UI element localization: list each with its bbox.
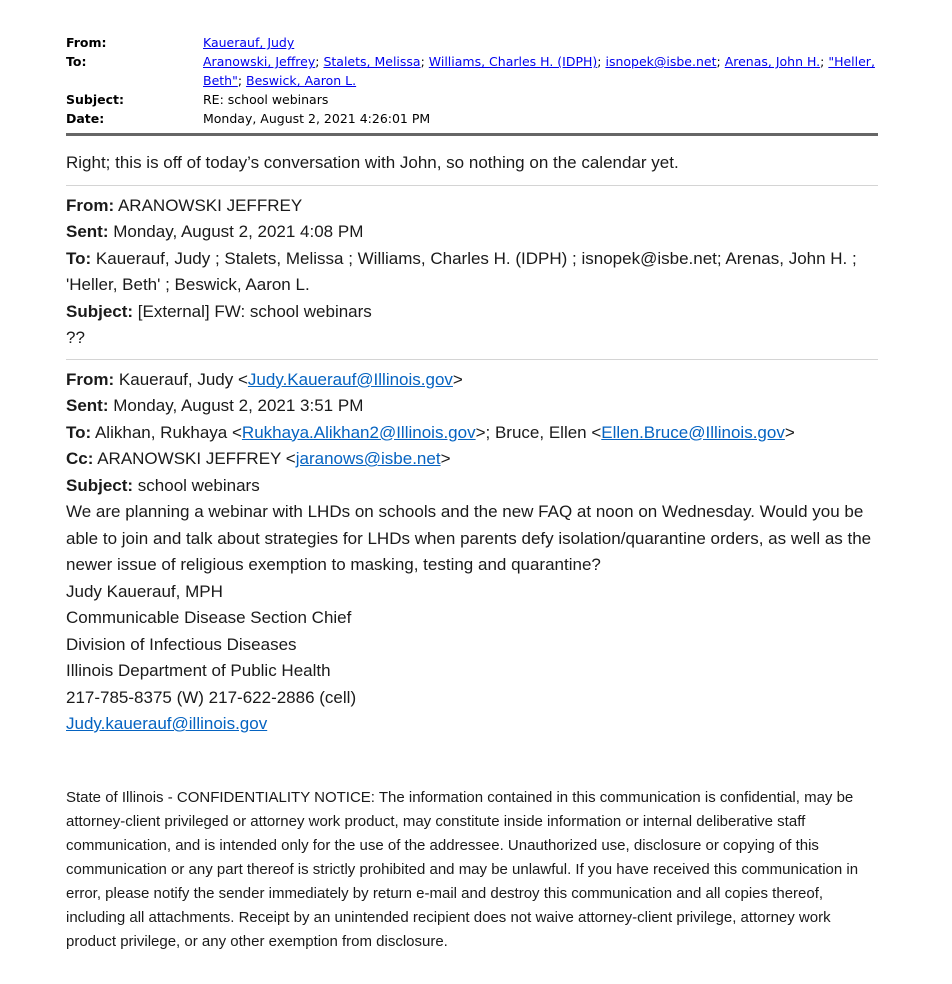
- text-run: ;: [420, 54, 429, 69]
- header-row-to: [66, 52, 878, 90]
- confidentiality-notice: State of Illinois - CONFIDENTIALITY NOTICE: The information contained in this communication is confidential, may be attorney-client privileged or attorney work product, may constitute inside information or internal deliberative staff communication, and is intended only for the use of the addressee. Unauthorized use, disclosure or copying of this communication or any part thereof is strictly prohibited and may be unlawful. If you have received this communication in error, please notify the sender immediately by return e-mail and destroy this communication and all copies thereof, including all attachments. Receipt by an unintended recipient does not waive attorney-client privilege, attorney work product privilege, or any other exemption from disclosure.: [66, 788, 859, 950]
- email-link[interactable]: Kauerauf, Judy: [203, 35, 295, 50]
- message-body: We are planning a webinar with LHDs on schools and the new FAQ at noon on Wednesday. Would you be able to join and talk about strategies for LHDs when parents defy isolation/quarantine orders, as well as the newer issue of religious exemption to masking, testing and quarantine?: [66, 502, 872, 574]
- cc-label: Cc:: [66, 449, 94, 468]
- signature-email-link[interactable]: Judy.kauerauf@illinois.gov: [66, 714, 268, 733]
- text-run: ;: [315, 54, 324, 69]
- email-link[interactable]: jaranows@isbe.net: [295, 449, 441, 468]
- cc-line: [66, 446, 878, 473]
- to-label: To:: [66, 422, 92, 442]
- text-run: ARANOWSKI JEFFREY <: [97, 449, 296, 468]
- header-row-subject: [66, 90, 878, 109]
- email-link[interactable]: Ellen.Bruce@Illinois.gov: [601, 422, 785, 442]
- to-label: To:: [66, 248, 92, 268]
- email-link[interactable]: Aranowski, Jeffrey: [203, 54, 316, 69]
- quoted-email-1: [66, 193, 878, 352]
- email-link[interactable]: Arenas, John H.: [724, 54, 821, 69]
- text-run: Alikhan, Rukhaya <: [94, 422, 242, 442]
- signature-department: Illinois Department of Public Health: [66, 661, 331, 680]
- to-value: [203, 52, 878, 90]
- text-run: ;: [820, 54, 829, 69]
- subject-value: school webinars: [137, 475, 260, 495]
- email-link[interactable]: Stalets, Melissa: [323, 54, 421, 69]
- subject-label: Subject:: [66, 301, 134, 321]
- text-run: ;: [597, 54, 606, 69]
- to-value: Kauerauf, Judy ; Stalets, Melissa ; Williams, Charles H. (IDPH) ; isnopek@isbe.net; Arenas, John H. ; 'Heller, Beth' ; Beswick, Aaron L.: [66, 248, 857, 294]
- subject-line: [66, 473, 878, 500]
- from-value: [119, 370, 463, 389]
- text-run: >; Bruce, Ellen <: [475, 422, 602, 442]
- note-line: ??: [66, 328, 85, 347]
- from-label: From:: [66, 195, 115, 215]
- email-link[interactable]: Judy.Kauerauf@Illinois.gov: [247, 369, 453, 389]
- to-value: [95, 423, 795, 442]
- from-label: From:: [66, 369, 115, 389]
- reply-text: Right; this is off of today’s conversation with John, so nothing on the calendar yet.: [66, 153, 679, 172]
- cc-value: [97, 449, 450, 468]
- to-line: [66, 420, 878, 447]
- email-link[interactable]: Beswick, Aaron L.: [246, 73, 357, 88]
- from-line: [66, 193, 878, 220]
- section-divider-1: [66, 185, 878, 186]
- email-link[interactable]: Williams, Charles H. (IDPH): [428, 54, 598, 69]
- subject-line: [66, 299, 878, 326]
- signature-email-line: [66, 711, 878, 738]
- subject-value: RE: school webinars: [203, 92, 329, 107]
- signature-phone: 217-785-8375 (W) 217-622-2886 (cell): [66, 687, 357, 707]
- signature-block: [66, 579, 878, 738]
- email-header: [66, 33, 878, 128]
- email-link[interactable]: Rukhaya.Alikhan2@Illinois.gov: [241, 422, 476, 442]
- subject-label: Subject:: [66, 475, 134, 495]
- email-link[interactable]: isnopek@isbe.net: [605, 54, 717, 69]
- signature-title: Communicable Disease Section Chief: [66, 608, 352, 627]
- text-run: >: [452, 369, 463, 389]
- signature-division: Division of Infectious Diseases: [66, 634, 297, 654]
- text-run: Kauerauf, Judy <: [118, 369, 248, 389]
- sent-label: Sent:: [66, 396, 109, 415]
- sent-label: Sent:: [66, 222, 109, 241]
- from-value: ARANOWSKI JEFFREY: [117, 195, 303, 215]
- sent-value: Monday, August 2, 2021 3:51 PM: [113, 396, 364, 415]
- text-run: ;: [237, 73, 247, 88]
- text-run: >: [784, 422, 795, 442]
- text-run: >: [440, 449, 451, 468]
- from-value: [203, 33, 878, 52]
- text-run: ;: [716, 54, 725, 69]
- sent-line: [66, 219, 878, 246]
- section-divider-2: [66, 359, 878, 360]
- email-link[interactable]: "Heller, Beth": [203, 54, 875, 88]
- quoted-email-2: [66, 367, 878, 579]
- date-value: Monday, August 2, 2021 4:26:01 PM: [203, 111, 431, 126]
- from-line: [66, 367, 878, 394]
- to-line: [66, 246, 878, 299]
- header-row-from: [66, 33, 878, 52]
- header-row-date: [66, 109, 878, 128]
- header-divider: [66, 133, 878, 136]
- to-label: To:: [66, 54, 87, 69]
- sent-line: [66, 393, 878, 420]
- date-label: Date:: [66, 111, 105, 126]
- sent-value: Monday, August 2, 2021 4:08 PM: [113, 222, 364, 241]
- subject-value: [External] FW: school webinars: [137, 301, 372, 321]
- subject-label: Subject:: [66, 92, 124, 107]
- from-label: From:: [66, 35, 107, 50]
- signature-name: Judy Kauerauf, MPH: [66, 581, 223, 601]
